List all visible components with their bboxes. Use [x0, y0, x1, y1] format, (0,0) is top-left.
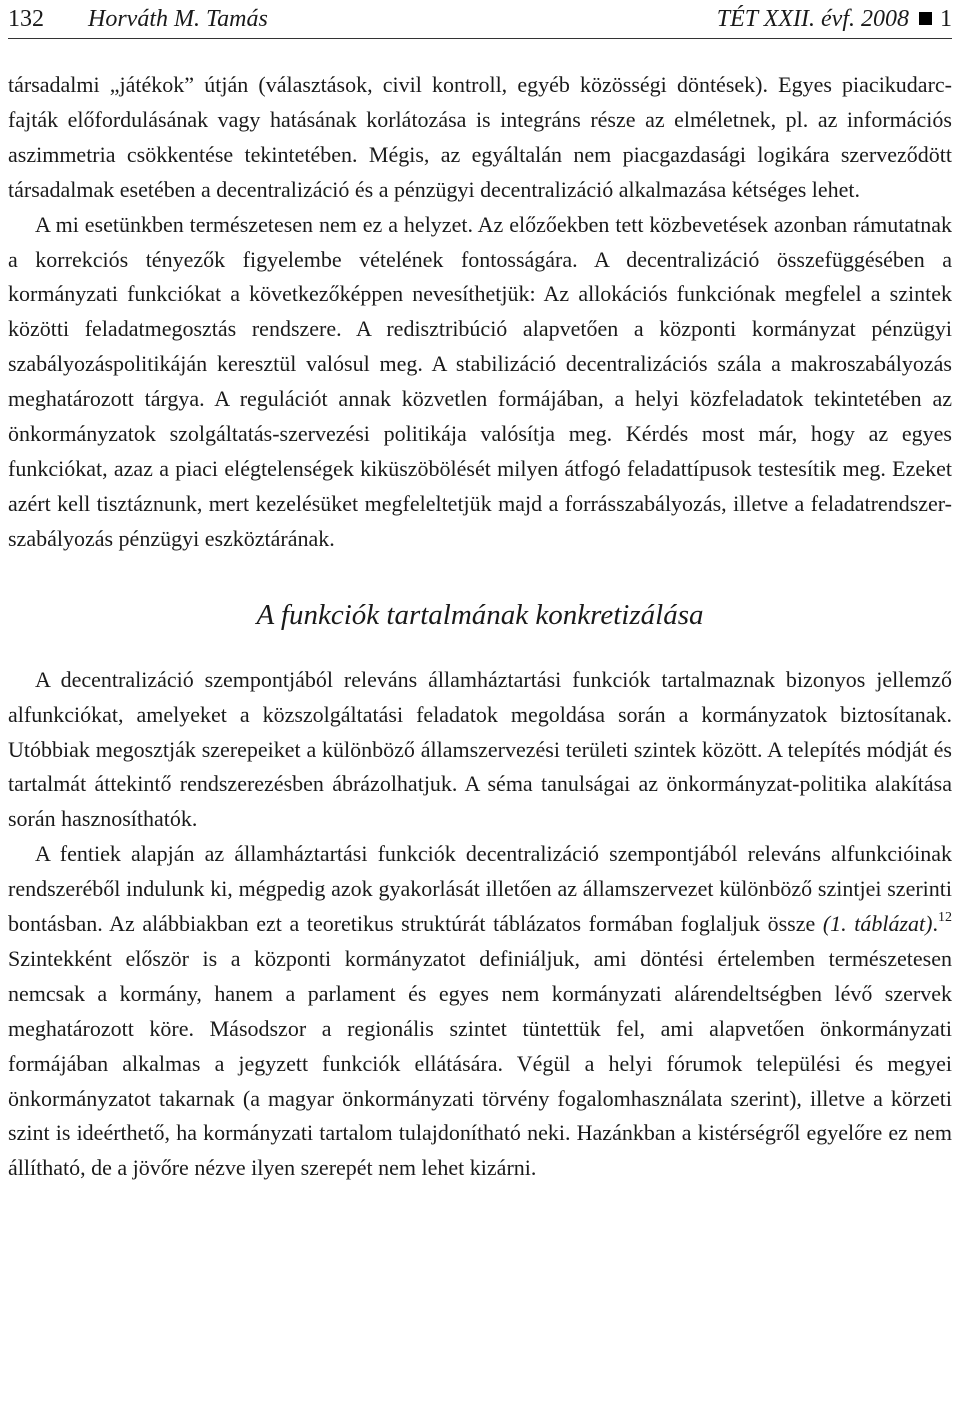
section-heading: A funkciók tartalmának konkretizálása [256, 598, 704, 631]
article-body [8, 68, 952, 1186]
page-number: 132 [8, 6, 44, 32]
paragraph-3: A decentralizáció szempontjából releváns államháztartási funkciók tartalmaznak bizonyos jellemző alfunkciókat, amelyeket a közszolgáltatási feladatok megoldása során a kormányzatok biztosítanak. Utóbbiak megosztják szerepeiket a különböző államszervezési területi szintek között. A telepítés módját és tartalmát áttekintő rendszerezésben ábrázolhatjuk. A séma tanulságai az önkormányzat-politika alakítása során hasznosíthatók. [8, 666, 952, 832]
paragraph-4 [8, 837, 952, 1186]
square-bullet-icon [919, 12, 932, 25]
paragraph-4-start: A fentiek alapján az államháztartási funkciók decentralizáció szempontjából releváns alfunkcióinak rendszeréből indulunk ki, mégpedig azok gyakorlását illetően az államszervezet különböző szintjei szerinti bontásban. Az alábbiakban ezt a teoretikus struktúrát táblázatos formában foglaljuk össze [8, 841, 952, 937]
paragraph-4-end: Szintekként először is a központi kormányzatot definiáljuk, ami döntési értelemben természetesen nemcsak a kormány, hanem a parlament és egyes nem kormányzati alárendeltségben lévő szervek meghatározott köre. Másodszor a regionális szintet tüntettük fel, ami alapvetően önkormányzati formájában alkalmas a jegyzett funkciók ellátására. Végül a helyi fórumok települési és megyei önkormányzatot takarnak (a magyar önkormányzati törvény fogalomhasználata szerint), illetve a körzeti szint is ideérthető, ha kormányzati tartalom tulajdonítható neki. Hazánkban a kistérségről egyelőre ez nem állítható, de a jövőre nézve ilyen szerepét nem lehet kizárni. [8, 945, 952, 1181]
footnote-marker[interactable]: 12 [938, 910, 952, 926]
table-reference: (1. táblázat) [822, 911, 933, 937]
paragraph-2: A mi esetünkben természetesen nem ez a helyzet. Az előzőekben tett közbevetések azonban rámutatnak a korrekciós tényezők figyelembe vételének fontosságára. A decentralizáció összefüggésében a kormányzati funkciókat a következőképpen nevesíthetjük: Az allokációs funkciónak megfelel a szintek közötti feladatmegosztás rendszere. A redisztribúció alapvetően a központi kormányzat pénzügyi szabályozáspolitikáján keresztül valósul meg. A stabilizáció decentralizációs szála a makroszabályozás meghatározott tárgya. A regulációt annak közvetlen formájában, a helyi közfeladatok tekintetében az önkormányzatok szolgáltatás-szervezési politikája valósítja meg. Kérdés most már, hogy az egyes funkciókat, azaz a piaci elégtelenségek kiküszöbölését milyen átfogó feladattípusok testesítik meg. Ezeket azért kell tisztáznunk, mert kezelésüket megfeleltetjük majd a forrásszabályozás, illetve a feladatrendszer-szabályozás pénzügyi eszköztárának. [8, 211, 952, 551]
running-header [8, 0, 952, 39]
paragraph-1: társadalmi „játékok” útján (választások, civil kontroll, egyéb közösségi döntések). Egyes piacikudarc-fajták előfordulásának vagy hatásának korlátozása is integráns része az elméletnek, pl. az információs aszimmetria csökkentése tekintetében. Mégis, az egyáltalán nem piacgazdasági logikára szerveződött társadalmak esetében a decentralizáció és a pénzügyi decentralizáció alkalmazása kétséges lehet. [8, 72, 952, 202]
running-author: Horváth M. Tamás [88, 6, 268, 32]
journal-info [717, 0, 952, 38]
journal-title: TÉT XXII. évf. 2008 [716, 6, 909, 32]
issue-number: 1 [940, 6, 952, 32]
paragraph-4-period: . [932, 911, 938, 937]
